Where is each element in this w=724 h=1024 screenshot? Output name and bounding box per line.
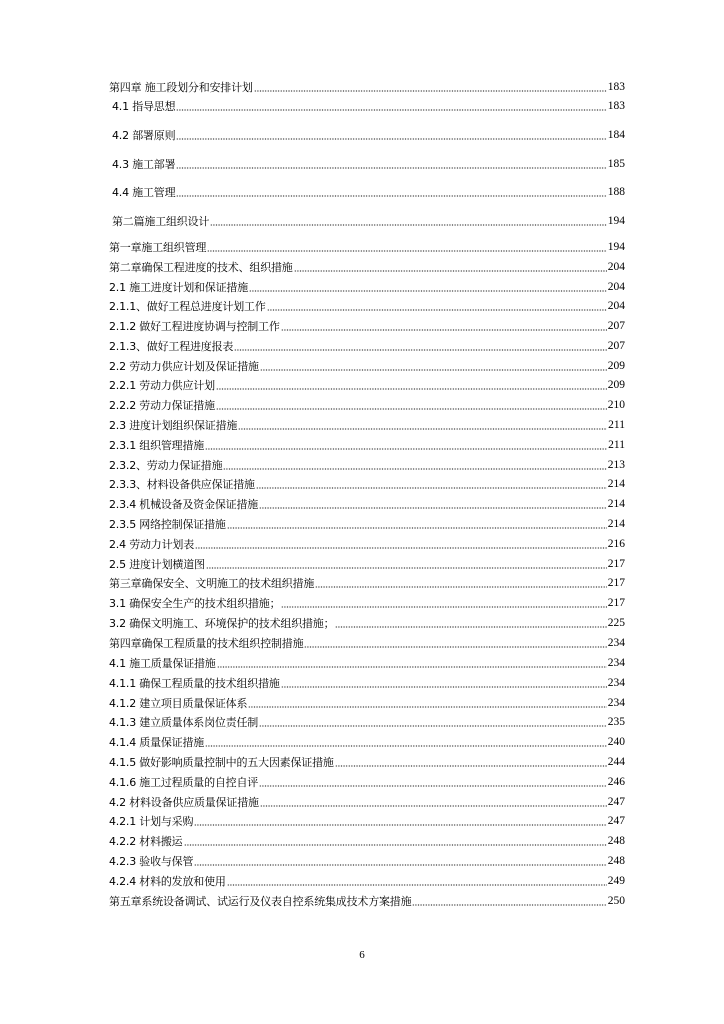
toc-entry-page: 209 <box>607 379 625 391</box>
toc-entry-title: 4.1.5 做好影响质量控制中的五大因素保证措施 <box>109 756 334 769</box>
toc-entry[interactable] <box>109 694 625 710</box>
toc-dot-leader <box>304 646 606 648</box>
toc-entry[interactable] <box>109 376 625 392</box>
toc-entry-page: 250 <box>607 895 625 907</box>
toc-dot-leader <box>176 195 606 197</box>
toc-entry-title: 2.3.3、材料设备供应保证措施 <box>109 478 255 491</box>
toc-entry[interactable] <box>109 337 625 353</box>
toc-entry-page: 248 <box>607 835 625 847</box>
toc-entry-page: 244 <box>607 756 625 768</box>
toc-dot-leader <box>281 606 606 608</box>
toc-entry-title: 2.1.3、做好工程进度报表 <box>109 340 234 353</box>
toc-entry[interactable] <box>109 258 625 274</box>
toc-dot-leader <box>281 329 607 331</box>
toc-dot-leader <box>234 349 607 351</box>
toc-entry-page: 247 <box>607 815 625 827</box>
toc-entry[interactable] <box>109 495 625 511</box>
toc-entry-title: 第四章确保工程质量的技术组织控制措施 <box>109 637 304 650</box>
toc-entry-title: 第五章系统设备调试、试运行及仪表自控系统集成技术方案措施 <box>109 895 412 908</box>
toc-entry-page: 207 <box>607 340 625 352</box>
table-of-contents <box>109 0 625 1024</box>
toc-dot-leader <box>205 745 607 747</box>
toc-entry-page: 235 <box>607 716 625 728</box>
toc-entry-title: 4.1.1 确保工程质量的技术组织措施 <box>109 677 280 690</box>
toc-entry-title: 4.4 施工管理 <box>112 186 176 199</box>
toc-dot-leader <box>227 884 607 886</box>
toc-entry[interactable] <box>109 416 625 432</box>
toc-entry[interactable] <box>109 713 625 729</box>
toc-entry-title: 4.1.6 施工过程质量的自控自评 <box>109 776 259 789</box>
toc-entry-page: 214 <box>607 518 625 530</box>
toc-entry[interactable] <box>109 812 625 828</box>
page-number: 6 <box>359 949 365 961</box>
toc-entry[interactable] <box>109 733 625 749</box>
toc-entry[interactable] <box>109 396 625 412</box>
toc-dot-leader <box>207 250 607 252</box>
toc-dot-leader <box>281 686 607 688</box>
toc-entry[interactable] <box>109 773 625 789</box>
toc-entry[interactable] <box>109 278 625 294</box>
toc-entry-page: 216 <box>607 538 625 550</box>
toc-entry-page: 214 <box>607 498 625 510</box>
toc-entry[interactable] <box>109 97 625 113</box>
toc-dot-leader <box>176 109 606 111</box>
toc-entry-title: 2.4 劳动力计划表 <box>109 538 194 551</box>
toc-dot-leader <box>412 904 606 906</box>
toc-dot-leader <box>248 706 606 708</box>
toc-entry-page: 240 <box>607 736 625 748</box>
toc-dot-leader <box>216 408 607 410</box>
toc-dot-leader <box>210 224 607 226</box>
toc-entry[interactable] <box>109 297 625 313</box>
toc-entry-page: 249 <box>607 875 625 887</box>
toc-entry-page: 194 <box>607 215 625 227</box>
toc-entry-page: 248 <box>607 855 625 867</box>
toc-entry-title: 4.1.3 建立质量体系岗位责任制 <box>109 716 259 729</box>
toc-entry-title: 2.2 劳动力供应计划及保证措施 <box>109 360 259 373</box>
toc-entry-title: 第二章确保工程进度的技术、组织措施 <box>109 261 293 274</box>
toc-entry-page: 184 <box>607 129 625 141</box>
toc-dot-leader <box>176 138 606 140</box>
toc-entry-title: 3.2 确保文明施工、环境保护的技术组织措施； <box>109 617 335 630</box>
toc-entry[interactable] <box>109 456 625 472</box>
toc-dot-leader <box>259 785 607 787</box>
toc-entry[interactable] <box>109 634 625 650</box>
toc-dot-leader <box>238 428 607 430</box>
toc-entry[interactable] <box>109 574 625 590</box>
toc-entry-page: 217 <box>607 558 625 570</box>
toc-entry-page: 207 <box>607 320 625 332</box>
toc-entry-title: 4.2.1 计划与采购 <box>109 815 194 828</box>
toc-entry[interactable] <box>109 852 625 868</box>
toc-entry-title: 2.3.1 组织管理措施 <box>109 439 205 452</box>
toc-entry-page: 234 <box>607 637 625 649</box>
toc-entry[interactable] <box>109 436 625 452</box>
toc-entry-title: 4.2 材料设备供应质量保证措施 <box>109 796 259 809</box>
toc-entry-title: 2.1.2 做好工程进度协调与控制工作 <box>109 320 280 333</box>
toc-entry[interactable] <box>109 126 625 142</box>
toc-entry-title: 2.3.2、劳动力保证措施 <box>109 459 223 472</box>
toc-entry-page: 210 <box>607 399 625 411</box>
toc-entry[interactable] <box>109 155 625 171</box>
toc-entry-page: 217 <box>607 577 625 589</box>
toc-entry-title: 4.2.2 材料搬运 <box>109 835 183 848</box>
toc-entry-page: 234 <box>607 657 625 669</box>
toc-entry-page: 217 <box>607 597 625 609</box>
toc-entry-title: 第一章施工组织管理 <box>109 241 207 254</box>
toc-entry-page: 209 <box>607 360 625 372</box>
toc-entry-title: 3.1 确保安全生产的技术组织措施； <box>109 597 281 610</box>
toc-dot-leader <box>335 626 606 628</box>
toc-entry[interactable] <box>109 832 625 848</box>
toc-entry-title: 2.3.5 网络控制保证措施 <box>109 518 226 531</box>
toc-entry[interactable] <box>109 475 625 491</box>
toc-entry-page: 213 <box>607 459 625 471</box>
toc-entry-title: 第二篇施工组织设计 <box>112 215 210 228</box>
toc-entry-page: 183 <box>607 81 625 93</box>
toc-entry[interactable] <box>109 872 625 888</box>
toc-dot-leader <box>260 805 607 807</box>
toc-entry-title: 2.5 进度计划横道图 <box>109 558 205 571</box>
toc-entry-page: 204 <box>607 300 625 312</box>
toc-entry-title: 4.1.2 建立项目质量保证体系 <box>109 697 248 710</box>
toc-entry-page: 194 <box>607 241 625 253</box>
toc-dot-leader <box>227 527 607 529</box>
toc-entry[interactable] <box>109 357 625 373</box>
toc-entry-page: 234 <box>607 697 625 709</box>
toc-dot-leader <box>206 567 607 569</box>
toc-dot-leader <box>249 290 607 292</box>
toc-entry-title: 2.3.4 机械设备及资金保证措施 <box>109 498 259 511</box>
toc-entry-page: 246 <box>607 776 625 788</box>
toc-entry[interactable] <box>109 238 625 254</box>
toc-entry-title: 4.1 施工质量保证措施 <box>109 657 216 670</box>
toc-entry-page: 188 <box>607 186 625 198</box>
toc-entry-page: 225 <box>607 617 625 629</box>
toc-entry[interactable] <box>109 515 625 531</box>
toc-dot-leader <box>335 765 607 767</box>
toc-dot-leader <box>254 90 607 92</box>
toc-entry-page: 234 <box>607 677 625 689</box>
toc-entry-title: 4.2 部署原则 <box>112 129 176 142</box>
toc-dot-leader <box>194 864 606 866</box>
toc-dot-leader <box>194 824 606 826</box>
toc-entry[interactable] <box>109 78 625 94</box>
toc-entry-title: 2.1 施工进度计划和保证措施 <box>109 281 248 294</box>
toc-entry-title: 4.1 指导思想 <box>112 100 176 113</box>
toc-dot-leader <box>195 547 607 549</box>
toc-entry[interactable] <box>109 594 625 610</box>
toc-dot-leader <box>256 487 607 489</box>
toc-entry-page: 185 <box>607 158 625 170</box>
toc-entry[interactable] <box>109 892 625 908</box>
toc-entry[interactable] <box>109 535 625 551</box>
toc-dot-leader <box>176 167 606 169</box>
toc-entry-page: 214 <box>607 478 625 490</box>
toc-entry[interactable] <box>109 183 625 199</box>
toc-entry[interactable] <box>109 674 625 690</box>
toc-entry[interactable] <box>109 793 625 809</box>
toc-entry-title: 2.1.1、做好工程总进度计划工作 <box>109 300 266 313</box>
toc-dot-leader <box>216 388 607 390</box>
toc-entry-page: 247 <box>607 796 625 808</box>
toc-dot-leader <box>223 468 606 470</box>
toc-entry-title: 第四章 施工段划分和安排计划 <box>109 81 253 94</box>
toc-dot-leader <box>294 270 607 272</box>
toc-entry-title: 4.2.4 材料的发放和使用 <box>109 875 226 888</box>
toc-dot-leader <box>259 725 607 727</box>
toc-entry[interactable] <box>109 614 625 630</box>
toc-dot-leader <box>184 844 607 846</box>
toc-entry[interactable] <box>109 555 625 571</box>
toc-dot-leader <box>205 448 607 450</box>
toc-dot-leader <box>267 309 607 311</box>
toc-entry-page: 183 <box>607 100 625 112</box>
toc-entry-page: 211 <box>608 439 625 451</box>
toc-entry-page: 204 <box>607 261 625 273</box>
toc-entry-page: 204 <box>607 281 625 293</box>
toc-entry-title: 2.3 进度计划组织保证措施 <box>109 419 238 432</box>
toc-entry-title: 4.1.4 质量保证措施 <box>109 736 205 749</box>
toc-entry[interactable] <box>109 212 625 228</box>
toc-dot-leader <box>315 586 607 588</box>
toc-entry-title: 第三章确保安全、文明施工的技术组织措施 <box>109 577 315 590</box>
toc-entry-title: 2.2.1 劳动力供应计划 <box>109 379 215 392</box>
toc-entry-page: 211 <box>608 419 625 431</box>
toc-entry-title: 4.3 施工部署 <box>112 158 176 171</box>
toc-entry[interactable] <box>109 753 625 769</box>
toc-dot-leader <box>217 666 607 668</box>
toc-entry-title: 2.2.2 劳动力保证措施 <box>109 399 215 412</box>
toc-dot-leader <box>260 369 607 371</box>
toc-dot-leader <box>259 507 607 509</box>
toc-entry[interactable] <box>109 654 625 670</box>
toc-entry[interactable] <box>109 317 625 333</box>
toc-entry-title: 4.2.3 验收与保管 <box>109 855 194 868</box>
